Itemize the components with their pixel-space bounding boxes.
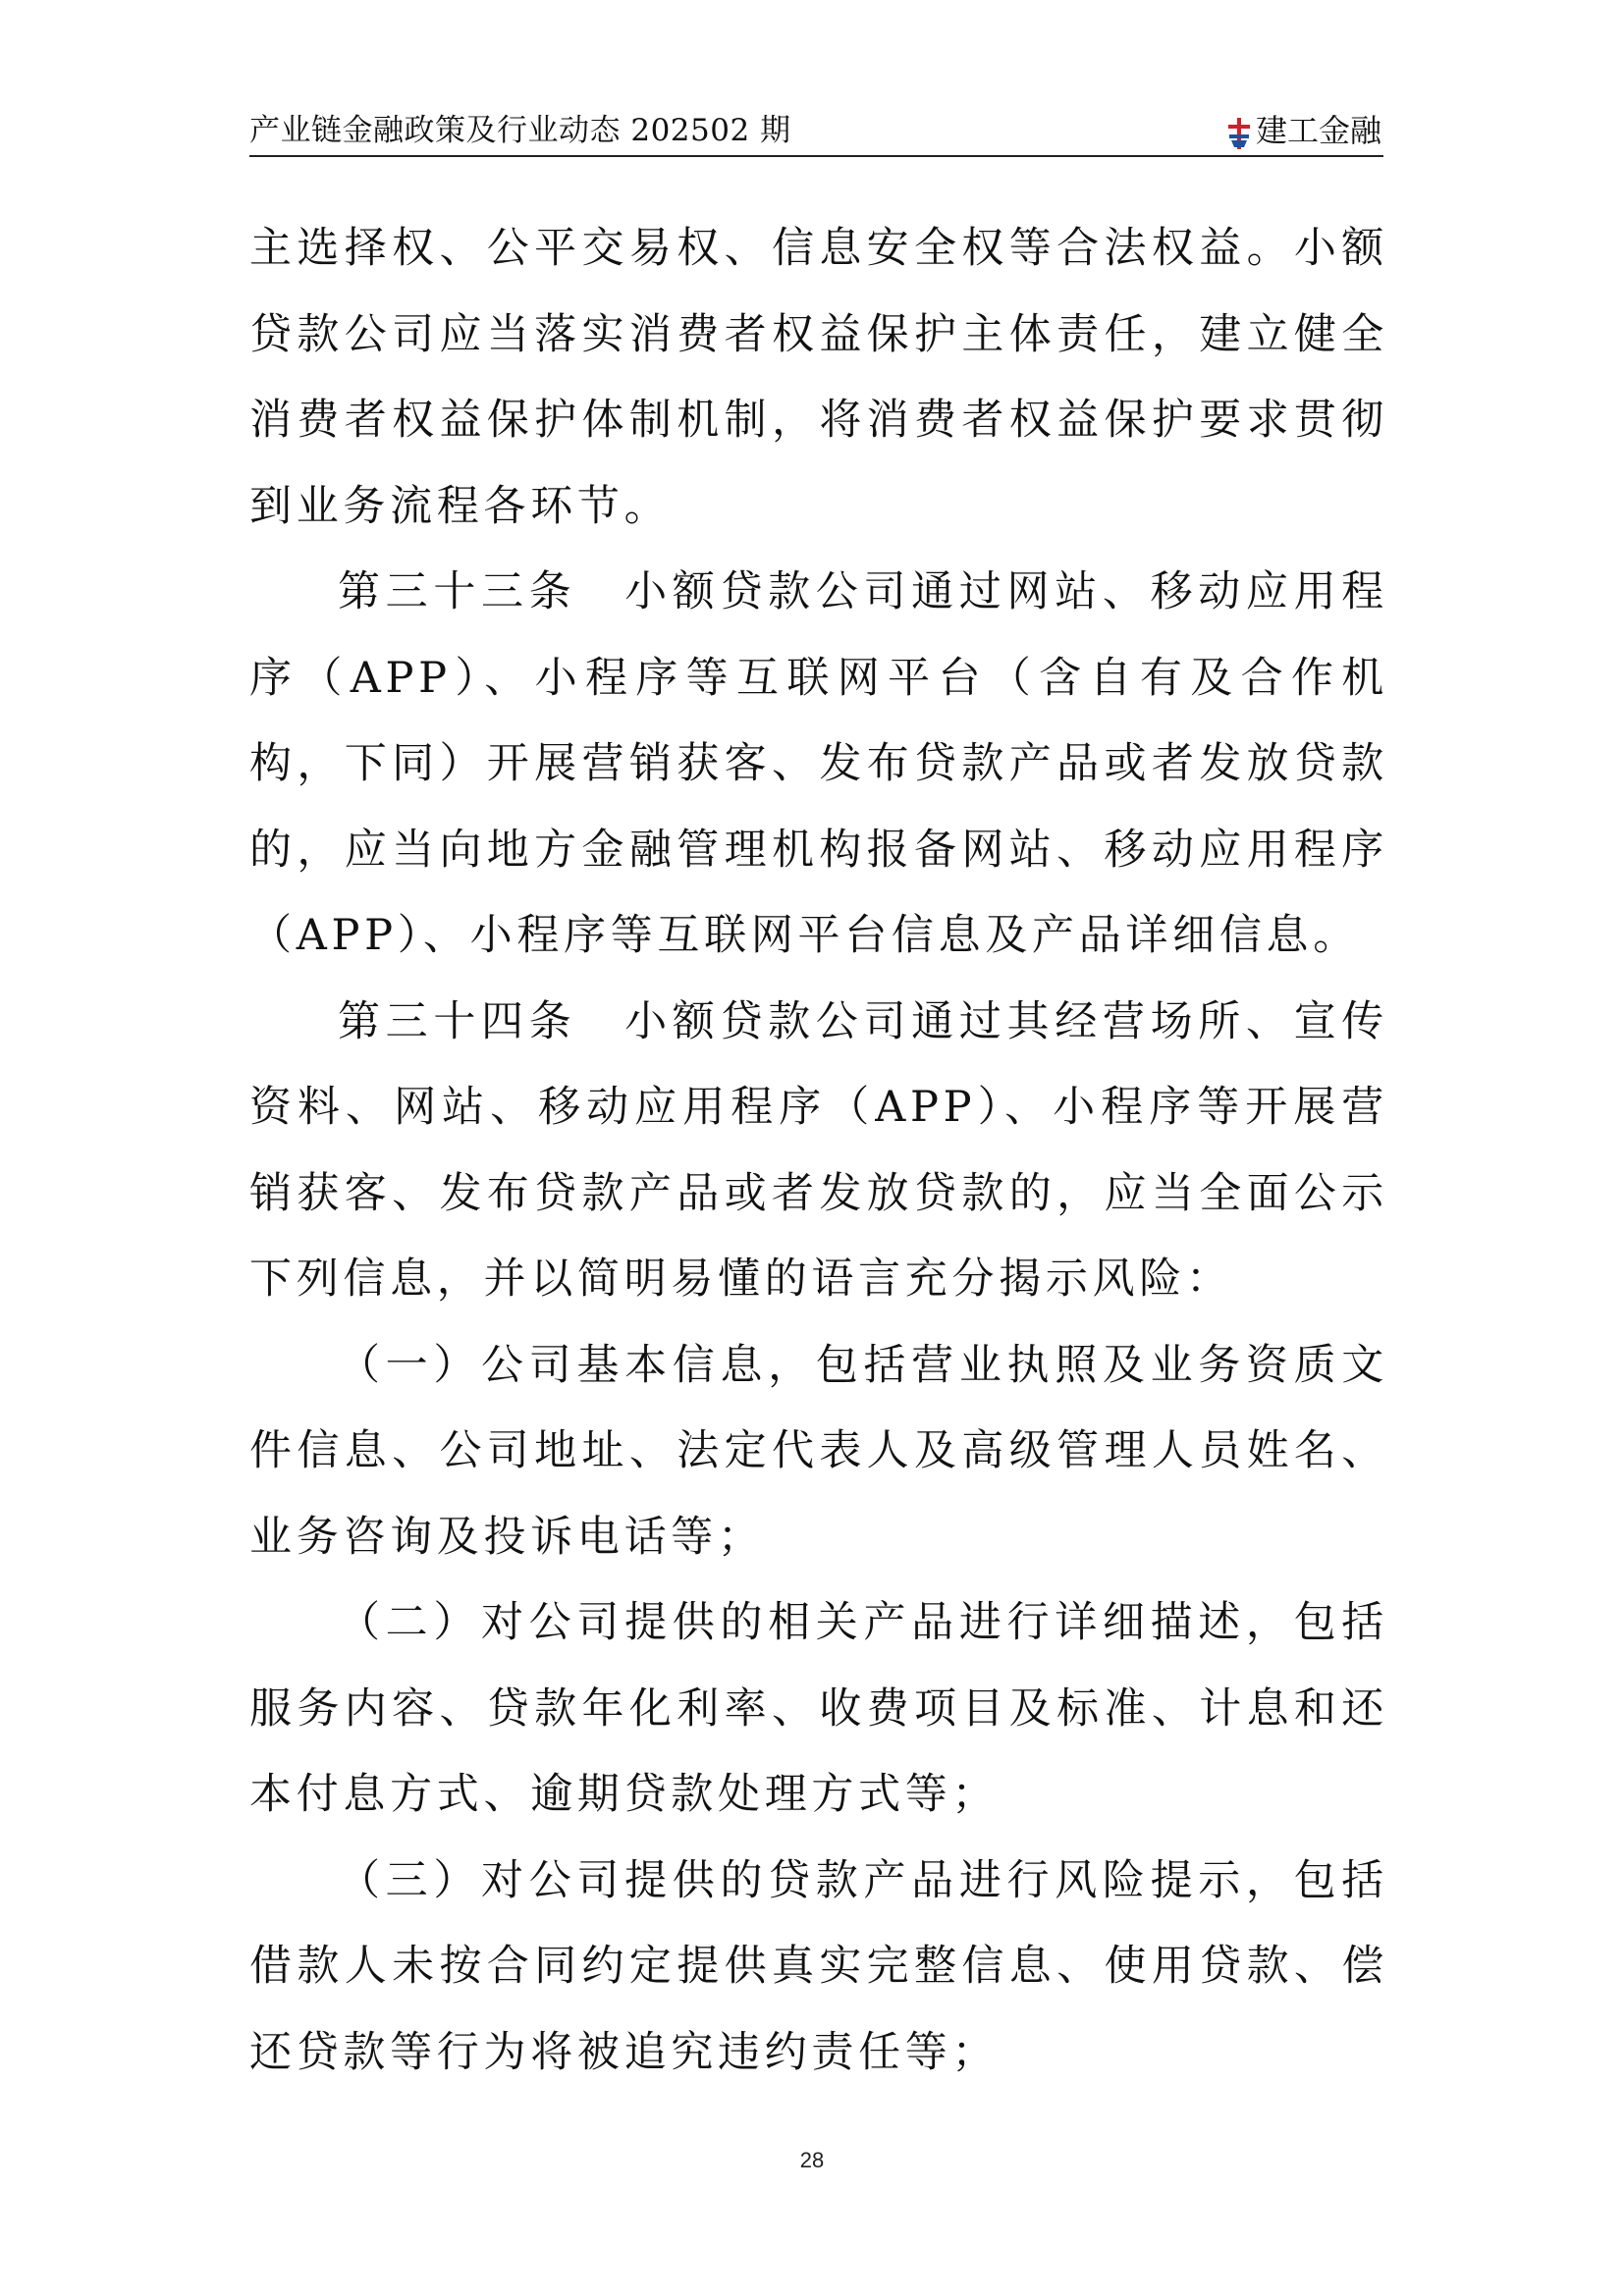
article-33: 第三十三条 小额贷款公司通过网站、移动应用程序（APP）、小程序等互联网平台（含自有及合作机构，下同）开展营销获客、发布贷款产品或者发放贷款的，应当向地方金融管理机构报备网站、移动应用程序（APP）、小程序等互联网平台信息及产品详细信息。 [249, 567, 1388, 960]
header-brand [1226, 106, 1381, 151]
brand-name: 建工金融 [1255, 112, 1381, 149]
page-number: 28 [799, 2148, 825, 2172]
header-divider [249, 155, 1383, 157]
document-body [249, 206, 1388, 2096]
page-header [249, 106, 1383, 157]
paragraph-continued: 主选择权、公平交易权、信息安全权等合法权益。小额贷款公司应当落实消费者权益保护主体责任，建立健全消费者权益保护体制机制，将消费者权益保护要求贯彻到业务流程各环节。 [249, 224, 1388, 531]
cscec-logo-icon [1226, 116, 1252, 151]
list-item-3: （三）对公司提供的贷款产品进行风险提示，包括借款人未按合同约定提供真实完整信息、使用贷款、偿还贷款等行为将被追究违约责任等； [249, 1855, 1388, 2077]
article-34: 第三十四条 小额贷款公司通过其经营场所、宣传资料、网站、移动应用程序（APP）、小程序等开展营销获客、发布贷款产品或者发放贷款的，应当全面公示下列信息，并以简明易懂的语言充分揭示风险： [249, 996, 1388, 1304]
list-item-2: （二）对公司提供的相关产品进行详细描述，包括服务内容、贷款年化利率、收费项目及标准、计息和还本付息方式、逾期贷款处理方式等； [249, 1598, 1388, 1819]
header-title: 产业链金融政策及行业动态 202502 期 [249, 113, 791, 148]
list-item-1: （一）公司基本信息，包括营业执照及业务资质文件信息、公司地址、法定代表人及高级管理人员姓名、业务咨询及投诉电话等； [249, 1340, 1388, 1562]
